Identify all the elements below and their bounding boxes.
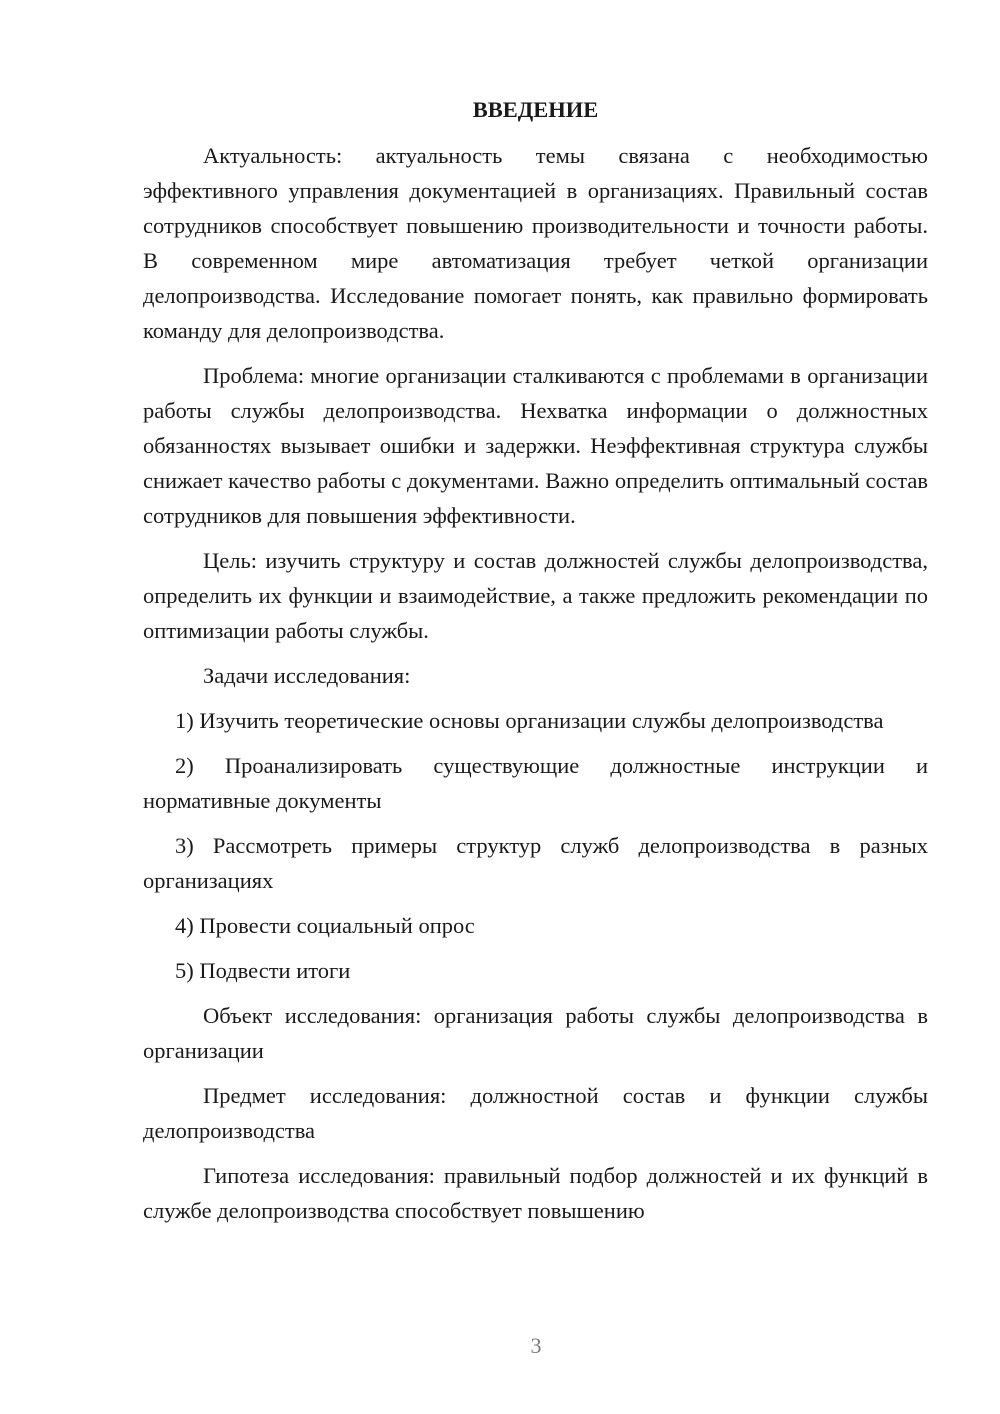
- task-item-3: 3) Рассмотреть примеры структур служб делопроизводства в разных организациях: [143, 833, 928, 893]
- task-item-5: 5) Подвести итоги: [175, 958, 351, 983]
- task-item-4: 4) Провести социальный опрос: [175, 913, 475, 938]
- goal-paragraph: Цель: изучить структуру и состав должностей службы делопроизводства, определить их функции и взаимодействие, а также предложить рекомендации по оптимизации работы службы.: [143, 548, 928, 643]
- task-item-2: 2) Проанализировать существующие должностные инструкции и нормативные документы: [143, 753, 928, 813]
- page-title: ВВЕДЕНИЕ: [472, 97, 599, 122]
- problem-paragraph: Проблема: многие организации сталкиваются с проблемами в организации работы службы делопроизводства. Нехватка информации о должностных обязанностях вызывает ошибки и задержки. Неэффективная структура службы снижает качество работы с документами. Важно определить оптимальный состав сотрудников для повышения эффективности.: [143, 363, 928, 528]
- research-object-paragraph: Объект исследования: организация работы службы делопроизводства в организации: [143, 1003, 928, 1063]
- task-item-1: 1) Изучить теоретические основы организации службы делопроизводства: [175, 708, 884, 733]
- actuality-paragraph: Актуальность: актуальность темы связана с необходимостью эффективного управления документацией в организациях. Правильный состав сотрудников способствует повышению производительности и точности работы. В современном мире автоматизация требует четкой организации делопроизводства. Исследование помогает понять, как правильно формировать команду для делопроизводства.: [143, 143, 928, 343]
- page-number: 3: [530, 1333, 542, 1358]
- research-hypothesis-paragraph: Гипотеза исследования: правильный подбор должностей и их функций в службе делопроизводства способствует повышению: [143, 1163, 928, 1223]
- document-page: [143, 92, 928, 1238]
- research-subject-paragraph: Предмет исследования: должностной состав и функции службы делопроизводства: [143, 1083, 928, 1143]
- tasks-heading: Задачи исследования:: [203, 663, 411, 688]
